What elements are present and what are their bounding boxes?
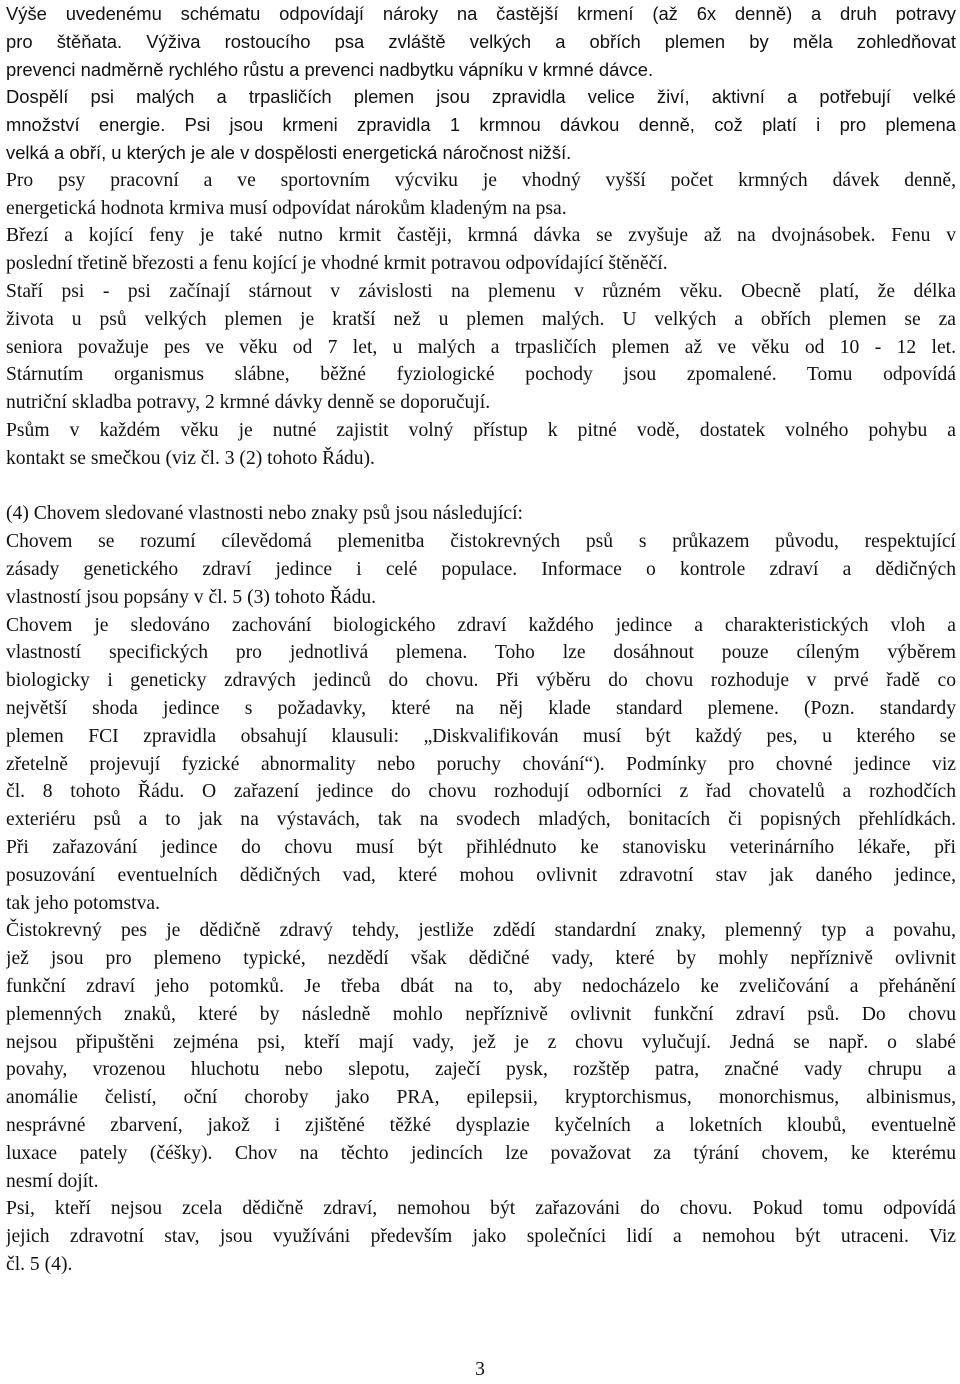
feeding-puppies-paragraph bbox=[6, 0, 956, 83]
text-line: Psům v každém věku je nutné zajistit volný přístup k pitné vodě, dostatek volného pohybu a bbox=[6, 420, 956, 441]
text-line: exteriéru psů a to jak na výstavách, tak na svodech mladých, bonitacích či popisných přehlídkách. bbox=[6, 809, 956, 831]
text-line: Staří psi - psi začínají stárnout v závislosti na plemenu v různém věku. Obecně platí, že délka bbox=[6, 281, 956, 302]
text-line: plemen FCI zpravidla obsahují klausuli: „Diskvalifikován musí být každý pes, u kterého se bbox=[6, 725, 956, 747]
text-line: pro štěňata. Výživa rostoucího psa zvláště velkých a obřích plemen by měla zohledňovat bbox=[6, 30, 956, 52]
text-line: plemenných znaků, které by následně mohlo nepříznivě ovlivnit funkční zdraví psů. Do chovu bbox=[6, 1003, 956, 1025]
text-line: tak jeho potomstva. bbox=[6, 892, 161, 914]
section-4-heading bbox=[6, 500, 956, 528]
text-line: kontakt se smečkou (viz čl. 3 (2) tohoto Řádu). bbox=[6, 447, 375, 469]
water-and-exercise-paragraph bbox=[6, 417, 956, 473]
text-line: Stárnutím organismus slábne, běžné fyziologické pochody jsou zpomalené. Tomu odpovídá bbox=[6, 364, 956, 386]
adult-dogs-paragraph bbox=[6, 83, 956, 166]
text-line: čl. 5 (4). bbox=[6, 1253, 73, 1275]
text-line: Březí a kojící feny je také nutno krmit častěji, krmná dávka se zvyšuje až na dvojnásobek. Fenu v bbox=[6, 225, 956, 247]
text-line: množství energie. Psi jsou krmeni zpravidla 1 krmnou dávkou denně, což platí i pro plemena bbox=[6, 114, 956, 136]
text-line: funkční zdraví jeho potomků. Je třeba dbát na to, aby nedocházelo ke zveličování a přehánění bbox=[6, 975, 956, 997]
breeding-selection-paragraph bbox=[6, 612, 956, 918]
text-line: energetická hodnota krmiva musí odpovídat nárokům kladeným na psa. bbox=[6, 197, 567, 219]
text-line: Při zařazování jedince do chovu musí být přihlédnuto ke stanovisku veterinárního lékaře, při bbox=[6, 836, 956, 858]
text-line: nejsou připuštěni zejména psi, kteří mají vady, jež je z chovu vylučují. Jedná se např. o slabé bbox=[6, 1031, 956, 1053]
breeding-definition-paragraph bbox=[6, 528, 956, 611]
text-line: Chovem se rozumí cílevědomá plemenitba čistokrevných psů s průkazem původu, respektující bbox=[6, 531, 956, 552]
text-line: posuzování eventuelních dědičných vad, které mohou ovlivnit zdravotní stav jak daného jedince, bbox=[6, 864, 956, 886]
hereditary-health-paragraph bbox=[6, 917, 956, 1195]
text-line: čl. 8 tohoto Řádu. O zařazení jedince do chovu rozhodují odborníci z řad chovatelů a rozhodčích bbox=[6, 781, 956, 803]
text-line: anomálie čelistí, oční choroby jako PRA, epilepsii, kryptorchismus, monorchismus, albinismus, bbox=[6, 1087, 956, 1109]
text-line: biologicky i geneticky zdravých jedinců do chovu. Při výběru do chovu rozhoduje v prvé řadě co bbox=[6, 670, 956, 692]
text-line: vlastností jsou popsány v čl. 5 (3) tohoto Řádu. bbox=[6, 586, 377, 608]
text-line: zásady genetického zdraví jedince i celé populace. Informace o kontrole zdraví a dědičných bbox=[6, 558, 956, 580]
text-line: Pro psy pracovní a ve sportovním výcviku je vhodný vyšší počet krmných dávek denně, bbox=[6, 169, 956, 191]
text-line: Čistokrevný pes je dědičně zdravý tehdy, jestliže zdědí standardní znaky, plemenný typ a povahu, bbox=[6, 920, 956, 942]
text-line: nesmí dojít. bbox=[6, 1170, 99, 1192]
text-line: Dospělí psi malých a trpasličích plemen jsou zpravidla velice živí, aktivní a potřebují velké bbox=[6, 86, 956, 108]
working-dogs-paragraph bbox=[6, 167, 956, 223]
text-line: života u psů velkých plemen je kratší než u plemen malých. U velkých a obřích plemen se za bbox=[6, 308, 956, 330]
text-line: poslední třetině březosti a fenu kojící je vhodné krmit potravou odpovídající štěněčí. bbox=[6, 253, 668, 275]
text-line: seniora považuje pes ve věku od 7 let, u malých a trpasličích plemen až ve věku od 10 - 12 let. bbox=[6, 336, 956, 358]
text-line: jejich zdravotní stav, jsou využíváni především jako společníci lidí a nemohou být utraceni. Viz bbox=[6, 1226, 956, 1248]
text-line: luxace pately (čéšky). Chov na těchto jedincích lze považovat za týrání chovem, ke kterému bbox=[6, 1142, 956, 1164]
text-line: prevenci nadměrně rychlého růstu a prevenci nadbytku vápníku v krmné dávce. bbox=[6, 58, 654, 80]
text-line: Výše uvedenému schématu odpovídají nároky na častější krmení (až 6x denně) a druh potravy bbox=[6, 3, 956, 24]
old-dogs-paragraph bbox=[6, 278, 956, 417]
text-line: nesprávné zbarvení, jakož i zjištěné těžké dysplazie kyčelních a loketních kloubů, eventuelně bbox=[6, 1114, 956, 1136]
text-line: jež jsou pro plemeno typické, nezdědí však dědičné vady, které by mohly nepříznivě ovlivnit bbox=[6, 948, 956, 970]
text-line: velká a obří, u kterých je ale v dospělosti energetická náročnost nižší. bbox=[6, 141, 572, 163]
text-line: zřetelně projevují fyzické abnormality nebo poruchy chování“). Podmínky pro chovné jedince viz bbox=[6, 753, 956, 775]
non-healthy-dogs-paragraph bbox=[6, 1195, 956, 1278]
text-line: vlastností specifických pro jednotlivá plemena. Toho lze dosáhnout pouze cíleným výběrem bbox=[6, 642, 956, 664]
text-line: Psi, kteří nejsou zcela dědičně zdraví, nemohou být zařazováni do chovu. Pokud tomu odpovídá bbox=[6, 1198, 956, 1220]
text-line: největší shoda jedince s požadavky, které na něj klade standard plemene. (Pozn. standardy bbox=[6, 697, 956, 719]
pregnant-bitches-paragraph bbox=[6, 222, 956, 278]
text-line: Chovem je sledováno zachování biologického zdraví každého jedince a charakteristických vloh a bbox=[6, 614, 956, 636]
text-line: povahy, vrozenou hluchotu nebo slepotu, zaječí pysk, rozštěp patra, značné vady chrupu a bbox=[6, 1059, 956, 1081]
text-line: nutriční skladba potravy, 2 krmné dávky denně se doporučují. bbox=[6, 392, 491, 414]
page-number: 3 bbox=[475, 1359, 485, 1380]
text-line: (4) Chovem sledované vlastnosti nebo znaky psů jsou následující: bbox=[6, 503, 523, 524]
